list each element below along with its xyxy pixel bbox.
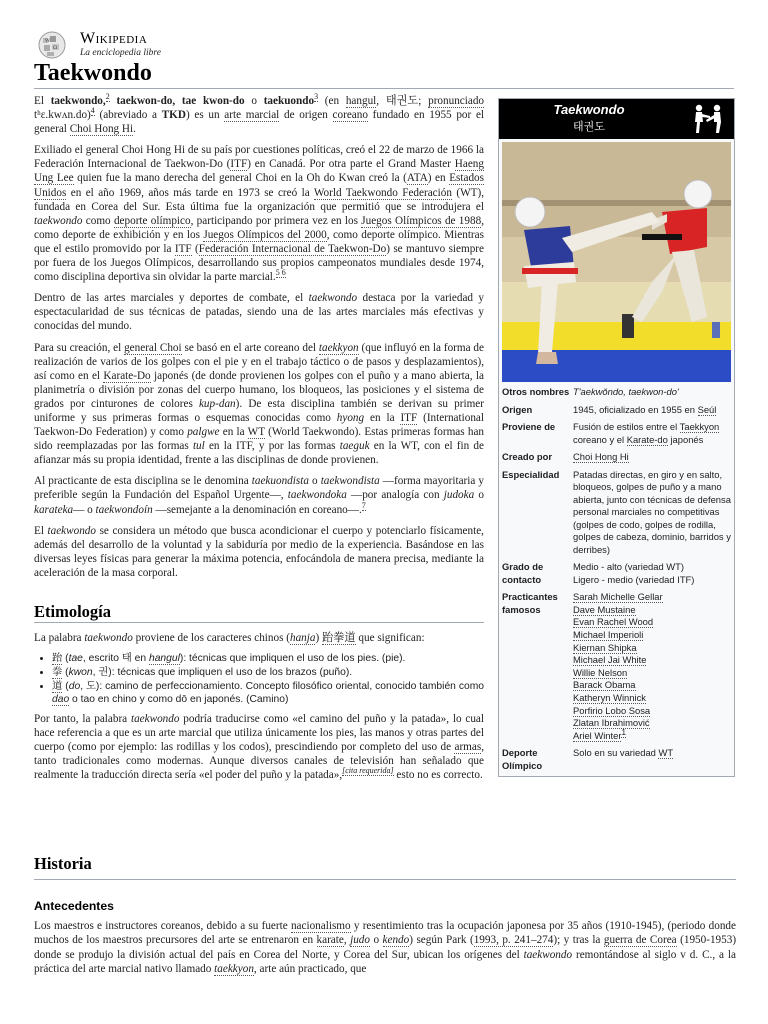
infobox-row-deporte: Deporte Olímpico Solo en su variedad WT <box>502 747 674 771</box>
intro-paragraph-3: Dentro de las artes marciales y deportes de combate, el taekwondo destaca por la variedad y espectacularidad de sus técnicas de patadas, siendo una de las artes marciales más efectivas y conocidas del mundo. <box>34 292 484 333</box>
ref-2[interactable]: 2 <box>105 92 110 102</box>
intro-paragraph-1: El taekwondo,$^2$ taekwon-do, tae kwon-do o taekuondo$^3$ (en hangul, 태권도; pronunciado tʰɛ.kwʌn.do)$^4$ (abreviado a TKD) es un arte marcial de origen coreano fundado en 1955 por el general Choi Hong Hi. <box>34 92 485 136</box>
link-hanja-tae[interactable]: 跆 <box>52 653 63 665</box>
link-practitioner[interactable]: Porfirio Lobo Sosa <box>573 704 651 716</box>
link-taekkyon-3[interactable]: taekkyon <box>214 962 254 975</box>
infobox-header <box>499 99 734 139</box>
infobox-row-especialidad: Especialidad Patadas directas, en giro y en salto, bloqueos, golpes de puño y a mano abierta, junto con técnicas de defensa personal marciales no competitivas (golpes de codo, golpes de rodilla, golpes de cabeza, dominio, barridos y derribes) <box>502 468 731 555</box>
etimologia-paragraph-2: Por tanto, la palabra taekwondo podría traducirse como «el camino del puño y la patada», lo cual hace referencia a que es un arte marcial que utiliza únicamente los pies, las manos y otras partes del cuerpo (como por ejemplo: las rodillas y los codos), prescindiendo por completo del uso de armas, tanto tradicionales como modernas. Aunque diversos canales de televisión han señalado que realmente la traducción directa sería «el poder del puño y la patada»,[cita requerida] esto no es correcto. <box>34 712 485 781</box>
svg-text:W: W <box>45 38 51 44</box>
link-wt[interactable]: WT <box>247 426 265 439</box>
cita-requerida[interactable]: [cita requerida] <box>342 766 394 776</box>
subsection-heading-antecedentes: Antecedentes <box>34 899 114 913</box>
link-world-taekwondo[interactable]: World Taekwondo Federación <box>313 186 452 199</box>
page-title: Taekwondo <box>34 60 152 86</box>
link-practitioner[interactable]: Ariel Winter <box>573 729 622 741</box>
infobox-row-creado: Creado por Choi Hong Hi <box>502 451 629 462</box>
infobox-row-grado: Grado de contacto Medio - alto (variedad WT) Ligero - medio (variedad ITF) <box>502 561 695 585</box>
article-body <box>34 94 484 789</box>
ref-3[interactable]: 3 <box>314 92 319 102</box>
link-practitioner[interactable]: Michael Jai White <box>573 654 647 666</box>
link-hanja-kwon[interactable]: 拳 <box>52 667 63 679</box>
link-jjoo-2000[interactable]: Juegos Olímpicos del 2000 <box>203 228 327 241</box>
site-header <box>34 30 734 60</box>
etymology-list <box>52 652 484 706</box>
intro-paragraph-5: Al practicante de esta disciplina se le denomina taekuondista o taekwondista —forma mayoritaria y preferible según la Fundación del Español Urgente—, taekwondoka —por analogía con judoka o karateka— o taekwondoín —semejante a la denominación en coreano—.$^7$ <box>34 475 485 516</box>
link-armas[interactable]: armas <box>454 740 482 753</box>
link-seul[interactable]: Seúl <box>697 403 717 415</box>
section-divider <box>34 879 736 880</box>
practitioner-list <box>573 591 732 742</box>
infobox <box>498 98 735 777</box>
infobox-row-practicantes: Practicantes famosos Sarah Michelle Gellar Dave Mustaine Evan Rachel Wood Michael Imperioli Kiernan Shipka Michael Jai White Willie Nelson Barack Obama Katheryn Winnick Porfirio Lobo Sosa Zlatan Ibrahimović Ariel Winter1 <box>499 590 734 746</box>
list-item: • 跆 (tae, escrito 태 en hangul): técnicas que impliquen el uso de los pies. (pie). <box>52 652 484 665</box>
link-kendo[interactable]: kendo <box>382 934 410 947</box>
link-taekkyon-2[interactable]: Taekkyon <box>679 421 720 432</box>
intro-paragraph-2: Exiliado el general Choi Hong Hi de su país por cuestiones políticas, creó el 22 de marzo de 1966 la Federación Internacional de Taekwon-Do (ITF) en Canadá. Por otra parte el Grand Master Haeng Ung Lee quien fue la mano derecha del general Choi en la Oh do Kwan creó la (ATA) en Estados Unidos en el año 1969, años más tarde en 1973 se creó la World Taekwondo Federación (WT), fundada en Corea del Sur. Esta última fue la organización que permitió que se introdujera el taekwondo como deporte olímpico, participando por primera vez en los Juegos Olímpicos de 1988, como deporte de exhibición y en los Juegos Olímpicos del 2000, como deporte olímpico. Mientras que el estilo promovido por la ITF (Federación Internacional de Taekwon-Do) se mantuvo siempre por fuera de los Juegos Olímpicos, desarrollando sus propios campeonatos mundiales desde 1974, como disciplina deportiva sin olvidar la parte marcial.$^{5 6}$ <box>34 144 484 284</box>
link-jjoo-1988[interactable]: Juegos Olímpicos de 1988 <box>361 214 482 227</box>
link-hangul-2[interactable]: hangul <box>148 653 180 665</box>
link-deporte-olimpico[interactable]: deporte olímpico <box>113 214 191 227</box>
infobox-row-origen: Origen 1945, oficializado en 1955 en Seúl <box>502 403 717 415</box>
link-arte-marcial[interactable]: arte marcial <box>224 109 280 122</box>
wikipedia-globe-logo[interactable] <box>34 30 70 60</box>
section-heading-etimologia: Etimología <box>34 587 484 623</box>
link-practitioner[interactable]: Sarah Michelle Gellar <box>573 591 663 603</box>
link-practitioner[interactable]: Kiernan Shipka <box>573 641 637 653</box>
link-estados-unidos[interactable]: Estados Unidos <box>34 172 484 199</box>
link-choi-hong-hi[interactable]: Choi Hong Hi <box>69 123 134 136</box>
infobox-title: Taekwondo <box>553 102 625 117</box>
svg-text:Ω: Ω <box>53 45 58 51</box>
link-hangul[interactable]: hangul <box>345 95 377 107</box>
link-hanja-do[interactable]: 道 <box>52 681 63 693</box>
tagline: La enciclopedia libre <box>80 48 161 58</box>
link-choi-hong-hi-2[interactable]: Choi Hong Hi <box>573 451 629 462</box>
title-divider <box>34 88 734 89</box>
link-karate-do-2[interactable]: Karate-do <box>626 433 668 445</box>
link-itf-3[interactable]: ITF <box>400 411 418 424</box>
link-practitioner[interactable]: Michael Imperioli <box>573 628 644 640</box>
list-item: • 拳 (kwon, 권): técnicas que impliquen el uso de los brazos (puño). <box>52 666 484 679</box>
wordmark[interactable]: Wikipedia <box>80 30 148 47</box>
link-practitioner[interactable]: Zlatan Ibrahimović <box>573 717 650 729</box>
intro-paragraph-6: El taekwondo se considera un método que busca acondicionar el cuerpo y potenciarlo físicamente, además del desarrollo de la voluntad y la sabiduría por medio de la experiencia. Basándose en las diversas leyes físicas para generar la máxima potencia, enfocándola de manera precisa, mediante la aceleración de la masa corporal. <box>34 524 484 579</box>
infobox-subtitle: 태권도 <box>573 121 605 133</box>
taekwondo-match-photo[interactable] <box>502 142 731 382</box>
link-practitioner[interactable]: Willie Nelson <box>573 666 628 678</box>
ref-5-6[interactable]: 5 6 <box>275 268 286 278</box>
link-ata[interactable]: ATA <box>406 172 428 185</box>
link-itf[interactable]: ITF <box>230 158 248 171</box>
link-pronunciado[interactable]: pronunciado <box>428 95 485 107</box>
link-itf-2[interactable]: ITF <box>174 242 192 255</box>
link-nacionalismo[interactable]: nacionalismo <box>290 920 351 932</box>
list-item: • 道 (do, 도): camino de perfeccionamiento. Concepto filosófico oriental, conocido también como dao o tao en chino y como dō en japonés. (Camino) <box>52 680 484 706</box>
link-dao[interactable]: dao <box>52 694 70 706</box>
link-taekkyon[interactable]: taekkyon <box>318 341 359 354</box>
link-general-choi[interactable]: general Choi <box>124 341 182 354</box>
link-practitioner[interactable]: Katheryn Winnick <box>573 691 646 703</box>
etimologia-paragraph-1: La palabra taekwondo proviene de los caracteres chinos (hanja) 跆拳道 que significan: <box>34 632 425 645</box>
infobox-row-otros: Otros nombres T'aekwŏndo, taekwon-do' <box>502 386 679 397</box>
link-hanja[interactable]: hanja <box>289 632 316 645</box>
intro-paragraph-4: Para su creación, el general Choi se basó en el arte coreano del taekkyon (que influyó en la forma de realización de varios de los golpes con el pie y en el trabajo táctico o de pasos y desplazamientos), así como en el Karate-Do japonés (de donde provienen los golpes con el puño y a mano abierta, la planimetría o división por zonas del cuerpo humano, los bloqueos, las posiciones y el sistema de grados por cinturones de colores kup-dan). De esta disciplina también se derivan su primer uniforme y sus primeras formas o esquemas conocidas como hyong en la ITF (International Taekwon-Do Federation) y como palgwe en la WT (World Taekwondo). Estas primeras formas han sido reemplazadas por las formas tul en la ITF, y por las formas taeguk en la WT, con el fin de afianzar más su propia identidad, frente a las disciplinas de donde provienen. <box>34 341 485 467</box>
ref-1[interactable]: 1 <box>621 727 626 737</box>
link-practitioner[interactable]: Barack Obama <box>573 679 636 691</box>
ref-7[interactable]: 7 <box>361 500 366 510</box>
ref-4[interactable]: 4 <box>90 106 95 116</box>
taekwondo-pictogram-icon <box>690 102 726 136</box>
link-karate-do[interactable]: Karate-Do <box>103 369 151 382</box>
link-guerra-de-corea[interactable]: guerra de Corea <box>603 934 677 947</box>
link-hanja-characters[interactable]: 跆拳道 <box>322 632 356 645</box>
link-practitioner[interactable]: Dave Mustaine <box>573 603 636 615</box>
link-haeng-ung-lee[interactable]: Haeng Ung Lee <box>34 158 484 185</box>
link-karate[interactable]: karate <box>316 934 344 947</box>
link-coreano[interactable]: coreano <box>332 109 368 122</box>
section-heading-historia: Historia <box>34 854 92 873</box>
link-federacion-itf[interactable]: Federación Internacional de Taekwon-Do <box>198 242 387 255</box>
link-wt-2[interactable]: WT <box>658 747 674 759</box>
link-park-1993[interactable]: 1993, p. 241–274 <box>473 934 554 947</box>
historia-paragraph-1: Los maestros e instructores coreanos, debido a su fuerte nacionalismo y resentimiento tras la ocupación japonesa por 35 años (1910-1945), (periodo donde muchos de los maestros precursores del arte se entrenaron en karate, judo o kendo) según Park (1993, p. 241–274); y tras la guerra de Corea (1950-1953) donde se produjo la división actual del país en Corea del Norte, y Corea del Sur, ubican los orígenes del taekwondo remontándose al siglo v d. C., a la práctica del arte marcial nativo llamado taekkyon, arte aún practicado, que <box>34 920 737 975</box>
infobox-row-proviene: Proviene de Fusión de estilos entre el Taekkyon coreano y el Karate-do japonés <box>502 421 720 445</box>
link-judo[interactable]: judo <box>350 934 370 947</box>
link-practitioner[interactable]: Evan Rachel Wood <box>573 616 654 628</box>
